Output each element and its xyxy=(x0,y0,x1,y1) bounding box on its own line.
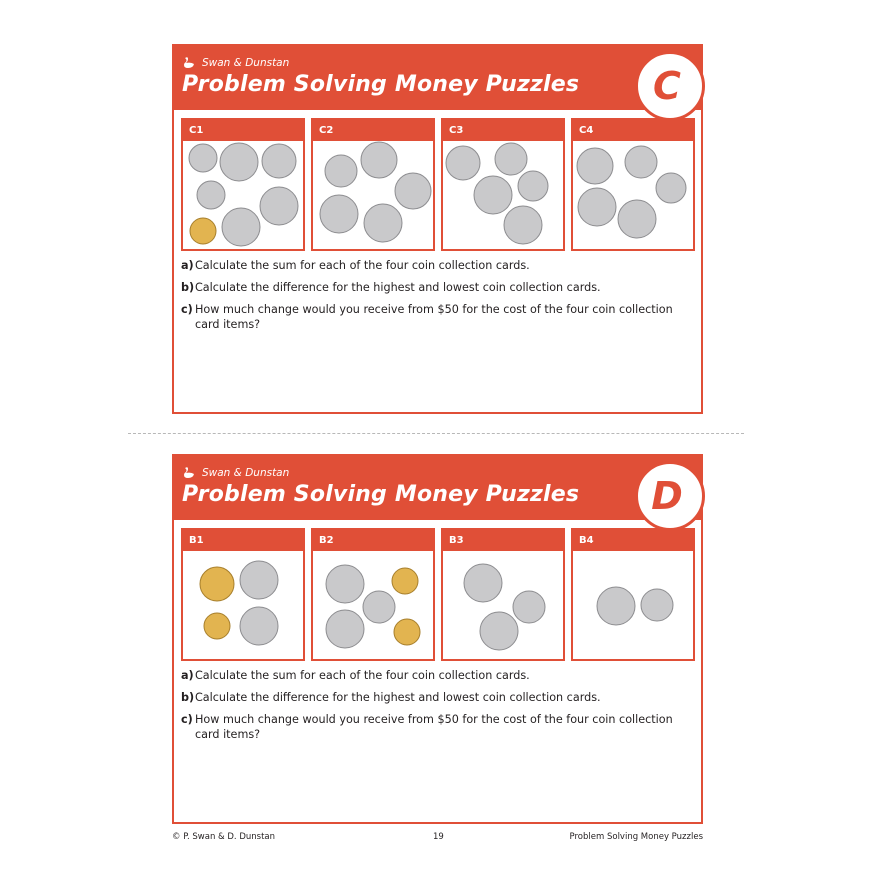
gold-coin-icon xyxy=(204,613,230,639)
card-header xyxy=(174,456,701,520)
coin-group xyxy=(313,551,433,661)
puzzle-card-d xyxy=(172,454,703,824)
question-letter: c) xyxy=(181,713,193,726)
tile-label: C4 xyxy=(573,120,693,141)
silver-coin-icon xyxy=(480,612,518,650)
silver-coin-icon xyxy=(495,143,527,175)
coin-tiles xyxy=(181,118,695,251)
cut-line xyxy=(128,433,744,434)
question-item xyxy=(181,258,691,273)
silver-coin-icon xyxy=(577,148,613,184)
tile-label: C3 xyxy=(443,120,563,141)
question-item xyxy=(181,668,691,683)
silver-coin-icon xyxy=(189,144,217,172)
silver-coin-icon xyxy=(446,146,480,180)
silver-coin-icon xyxy=(395,173,431,209)
coin-group xyxy=(573,551,693,661)
footer-title: Problem Solving Money Puzzles xyxy=(569,832,703,842)
silver-coin-icon xyxy=(618,200,656,238)
coin-tile xyxy=(571,118,695,251)
brand-name: Swan & Dunstan xyxy=(202,467,290,479)
silver-coin-icon xyxy=(363,591,395,623)
puzzle-card-c xyxy=(172,44,703,414)
question-letter: a) xyxy=(181,669,194,682)
card-title: Problem Solving Money Puzzles xyxy=(182,72,580,97)
question-letter: b) xyxy=(181,691,195,704)
tile-label: B4 xyxy=(573,530,693,551)
coin-tile xyxy=(311,528,435,661)
question-letter: b) xyxy=(181,281,195,294)
silver-coin-icon xyxy=(641,589,673,621)
question-text: Calculate the sum for each of the four coin collection cards. xyxy=(195,259,530,272)
footer-page-number: 19 xyxy=(433,832,444,842)
coin-tile xyxy=(441,528,565,661)
tile-label: C2 xyxy=(313,120,433,141)
coin-tile xyxy=(181,118,305,251)
question-item xyxy=(181,280,691,295)
question-list xyxy=(181,668,691,749)
brand xyxy=(182,466,289,480)
silver-coin-icon xyxy=(474,176,512,214)
silver-coin-icon xyxy=(220,143,258,181)
question-text: Calculate the difference for the highest and lowest coin collection cards. xyxy=(195,281,601,294)
coin-tiles xyxy=(181,528,695,661)
tile-label: B2 xyxy=(313,530,433,551)
question-text: How much change would you receive from $50 for the cost of the four coin collection card items? xyxy=(195,303,673,331)
silver-coin-icon xyxy=(504,206,542,244)
coin-group xyxy=(183,141,303,251)
silver-coin-icon xyxy=(240,607,278,645)
silver-coin-icon xyxy=(464,564,502,602)
card-title: Problem Solving Money Puzzles xyxy=(182,482,580,507)
question-letter: a) xyxy=(181,259,194,272)
card-letter-badge: C xyxy=(635,51,705,121)
silver-coin-icon xyxy=(656,173,686,203)
silver-coin-icon xyxy=(361,142,397,178)
tile-label: B1 xyxy=(183,530,303,551)
brand-name: Swan & Dunstan xyxy=(202,57,290,69)
tile-label: B3 xyxy=(443,530,563,551)
swan-logo-icon xyxy=(182,56,196,70)
silver-coin-icon xyxy=(240,561,278,599)
question-letter: c) xyxy=(181,303,193,316)
card-header xyxy=(174,46,701,110)
silver-coin-icon xyxy=(578,188,616,226)
coin-tile xyxy=(181,528,305,661)
swan-logo-icon xyxy=(182,466,196,480)
question-item xyxy=(181,302,691,332)
silver-coin-icon xyxy=(197,181,225,209)
gold-coin-icon xyxy=(200,567,234,601)
silver-coin-icon xyxy=(260,187,298,225)
coin-group xyxy=(313,141,433,251)
card-letter-badge: D xyxy=(635,461,705,531)
silver-coin-icon xyxy=(364,204,402,242)
question-text: How much change would you receive from $50 for the cost of the four coin collection card items? xyxy=(195,713,673,741)
silver-coin-icon xyxy=(326,610,364,648)
silver-coin-icon xyxy=(262,144,296,178)
silver-coin-icon xyxy=(597,587,635,625)
footer-copyright: © P. Swan & D. Dunstan xyxy=(172,832,276,842)
question-text: Calculate the sum for each of the four coin collection cards. xyxy=(195,669,530,682)
coin-tile xyxy=(571,528,695,661)
gold-coin-icon xyxy=(394,619,420,645)
coin-tile xyxy=(441,118,565,251)
question-item xyxy=(181,690,691,705)
question-list xyxy=(181,258,691,339)
brand xyxy=(182,56,289,70)
silver-coin-icon xyxy=(320,195,358,233)
gold-coin-icon xyxy=(392,568,418,594)
coin-group xyxy=(183,551,303,661)
coin-group xyxy=(443,141,563,251)
coin-tile xyxy=(311,118,435,251)
silver-coin-icon xyxy=(222,208,260,246)
question-item xyxy=(181,712,691,742)
silver-coin-icon xyxy=(326,565,364,603)
tile-label: C1 xyxy=(183,120,303,141)
coin-group xyxy=(443,551,563,661)
silver-coin-icon xyxy=(625,146,657,178)
coin-group xyxy=(573,141,693,251)
gold-coin-icon xyxy=(190,218,216,244)
silver-coin-icon xyxy=(325,155,357,187)
silver-coin-icon xyxy=(518,171,548,201)
silver-coin-icon xyxy=(513,591,545,623)
question-text: Calculate the difference for the highest and lowest coin collection cards. xyxy=(195,691,601,704)
